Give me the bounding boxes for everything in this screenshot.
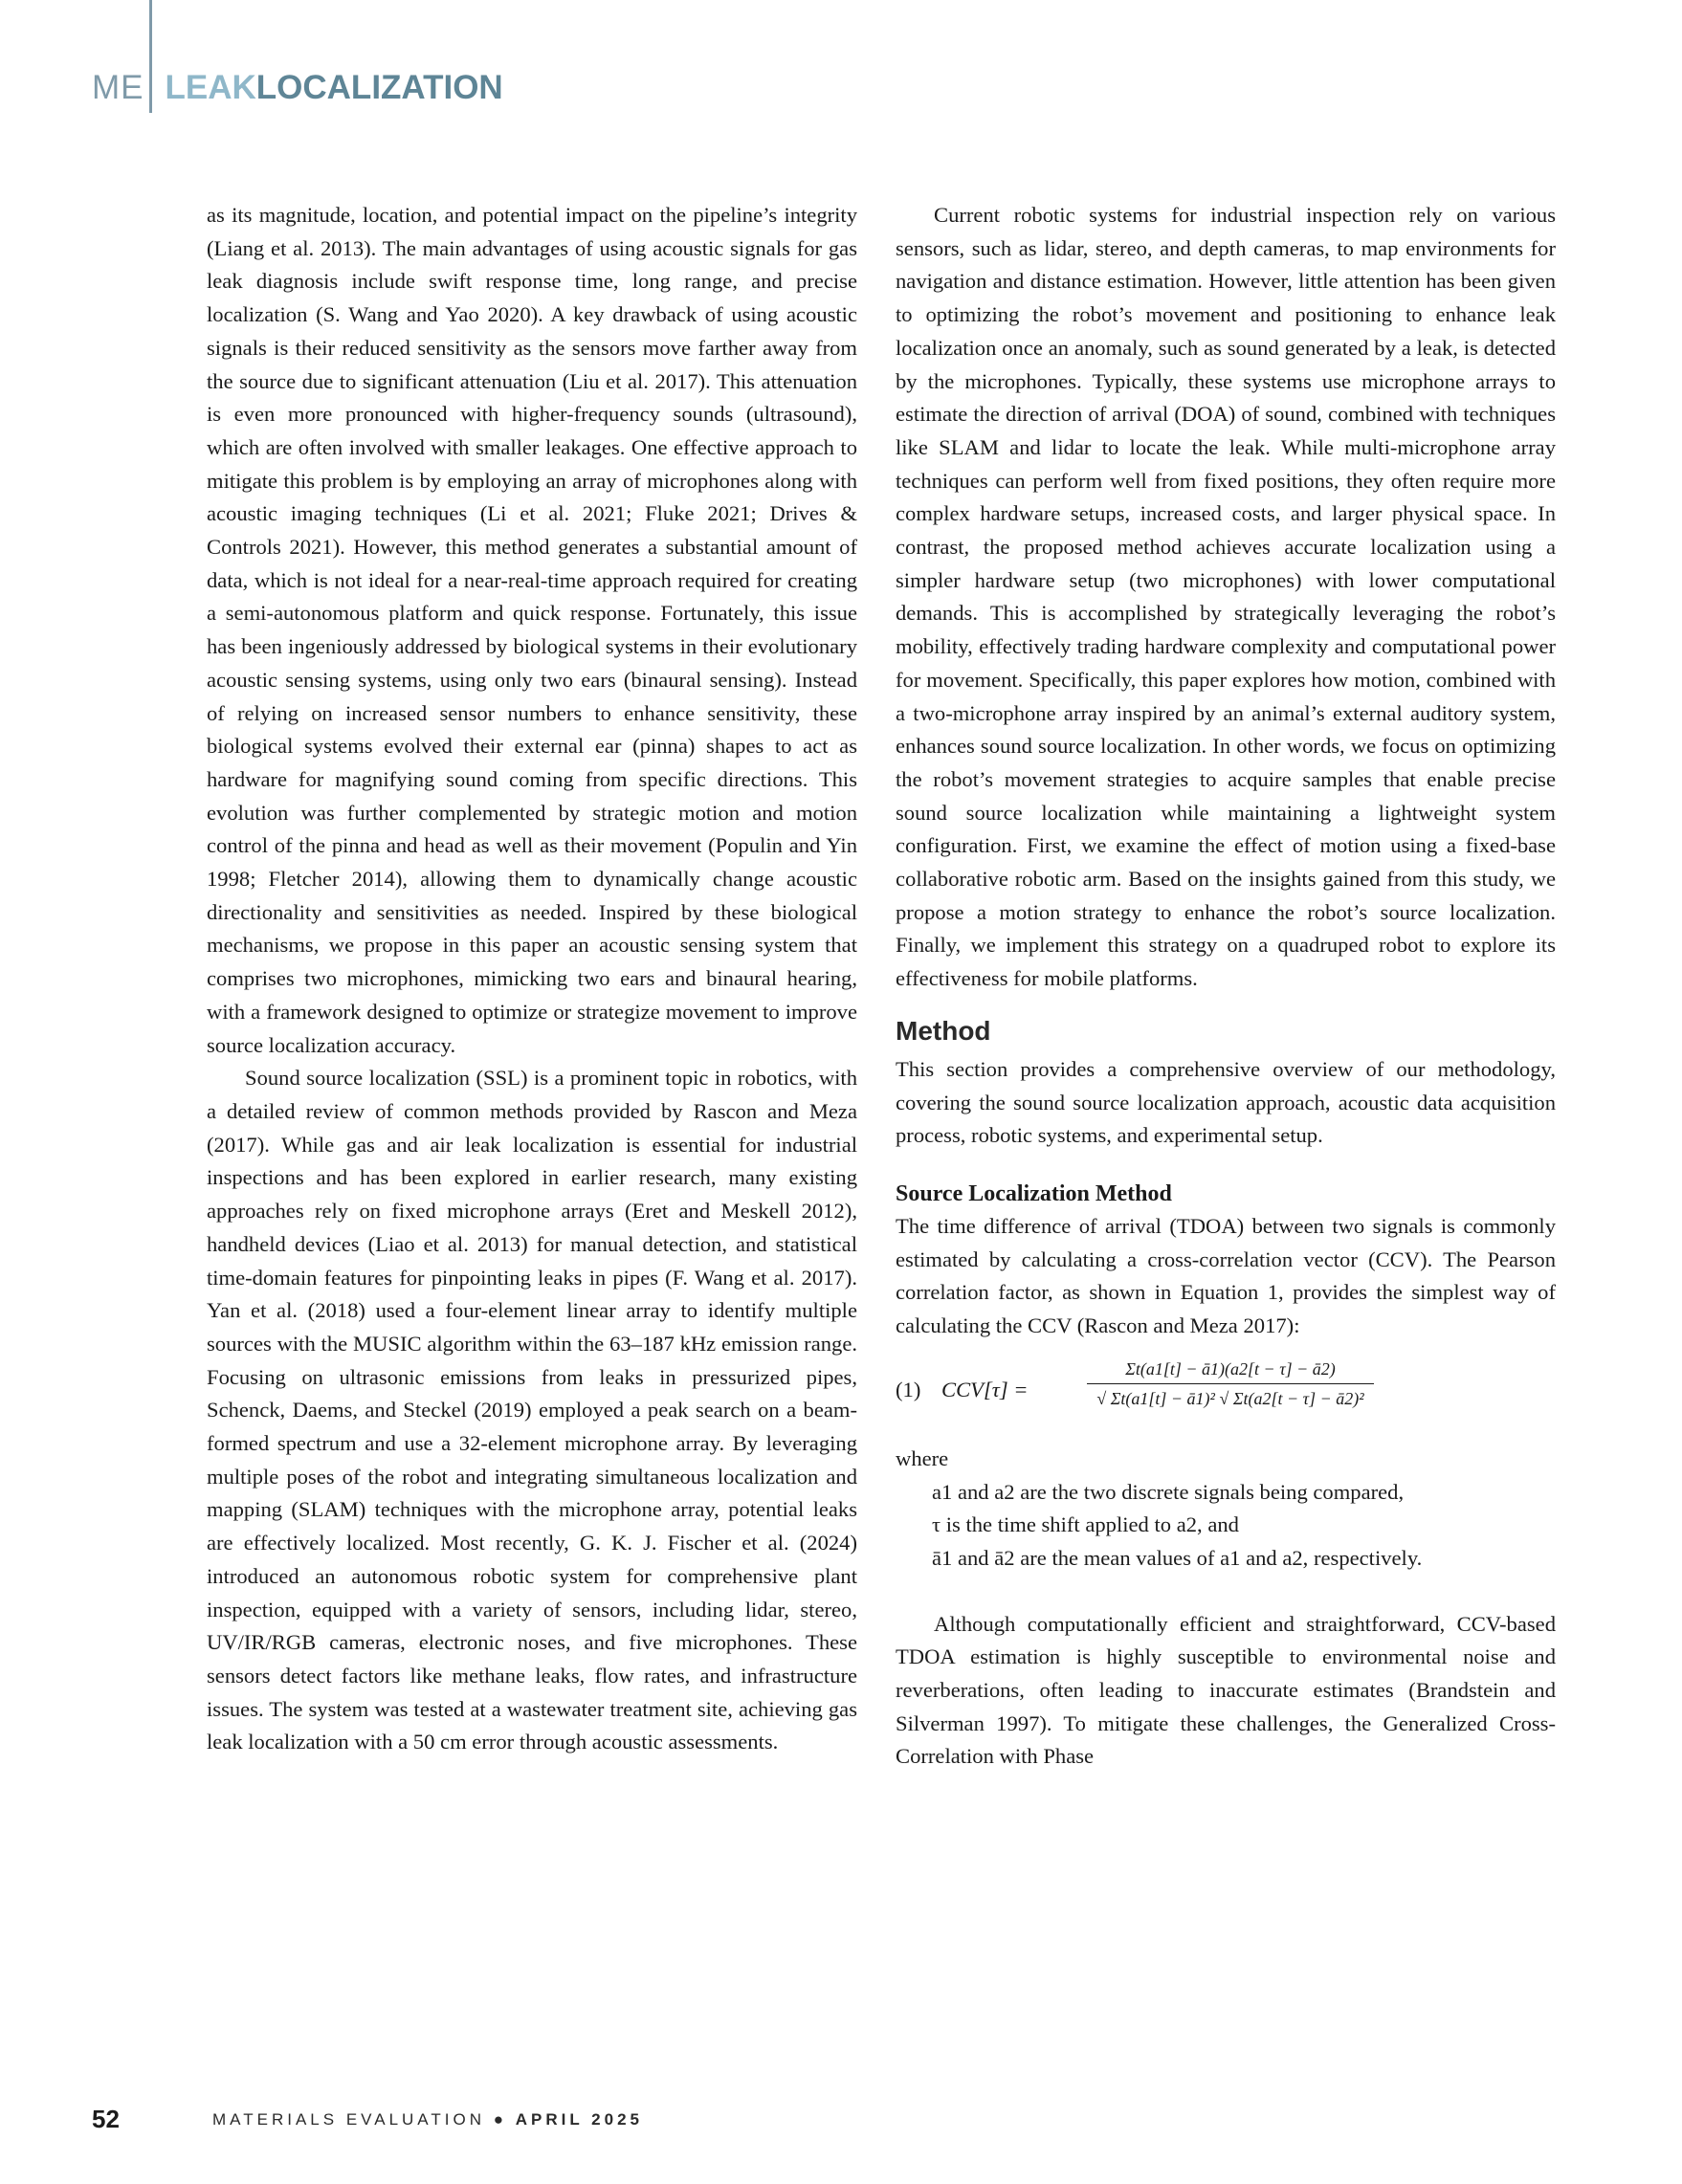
spacer (896, 1576, 1556, 1608)
left-column (207, 199, 857, 1759)
right-column (896, 199, 1556, 1774)
body-paragraph: This section provides a comprehensive overview of our methodology, covering the sound source localization approach, acoustic data acquisition process, robotic systems, and experimental setup. (896, 1056, 1556, 1148)
equation-denominator: √ Σt(a1[t] − ā1)² √ Σt(a2[t − τ] − ā2)² (1096, 1388, 1364, 1408)
footer-journal (212, 2110, 643, 2129)
journal-name: MATERIALS EVALUATION (212, 2110, 485, 2129)
equation-numerator: Σt(a1[t] − ā1)(a2[t − τ] − ā2) (1125, 1358, 1336, 1379)
body-paragraph: Current robotic systems for industrial inspection rely on various sensors, such as lidar, stereo, and depth cameras, to map environments for navigation and distance estimation. However, little attention has been given to optimizing the robot’s movement and positioning to enhance leak localization once an anomaly, such as sound generated by a leak, is detected by the microphones. Typically, these systems use microphone arrays to estimate the direction of arrival (DOA) of sound, combined with techniques like SLAM and lidar to locate the leak. While multi-microphone array techniques can perform well from fixed positions, they often require more complex hardware setups, increased costs, and larger physical space. In contrast, the proposed method achieves accurate localization using a simpler hardware setup (two microphones) with lower computational demands. This is accomplished by strategically leveraging the robot’s mobility, effectively trading hardware complexity and computational power for movement. Specifically, this paper explores how motion, combined with a two-microphone array inspired by an animal’s external auditory system, enhances sound source localization. In other words, we focus on optimizing the robot’s movement strategies to acquire samples that enable precise sound source localization while maintaining a lightweight system configuration. First, we examine the effect of motion using a fixed-base collaborative robotic arm. Based on the insights gained from this study, we propose a motion strategy to enhance the robot’s source localization. Finally, we implement this strategy on a quadruped robot to explore its effectiveness for mobile platforms. (896, 203, 1556, 991)
header-title-part1: LEAK (165, 69, 256, 106)
equation-lhs: CCV[τ] = (941, 1377, 1029, 1401)
where-item: ā1 and ā2 are the mean values of a1 and a2, respectively. (932, 1545, 1423, 1570)
where-item: a1 and a2 are the two discrete signals being compared, (932, 1479, 1405, 1504)
running-header (92, 69, 503, 107)
body-paragraph: Sound source localization (SSL) is a prominent topic in robotics, with a detailed review of common methods provided by Rascon and Meza (2017). While gas and air leak localization is essential for industrial inspections and has been explored in earlier research, many existing approaches rely on fixed microphone arrays (Eret and Meskell 2012), handheld devices (Liao et al. 2013) for manual detection, and statistical time-domain features for pinpointing leaks in pipes (F. Wang et al. 2017). Yan et al. (2018) used a four-element linear array to identify multiple sources with the MUSIC algorithm within the 63–187 kHz emission range. Focusing on ultrasonic emissions from leaks in pressurized pipes, Schenck, Daems, and Steckel (2019) employed a peak search on a beam-formed spectrum and use a 32-element microphone array. By leveraging multiple poses of the robot and integrating simultaneous localization and mapping (SLAM) techniques with the microphone array, potential leaks are effectively localized. Most recently, G. K. J. Fischer et al. (2024) introduced an autonomous robotic system for comprehensive plant inspection, equipped with a variety of sensors, including lidar, stereo, UV/IR/RGB cameras, electronic noses, and five microphones. These sensors detect factors like methane leaks, flow rates, and infrastructure issues. The system was tested at a wastewater treatment site, achieving gas leak localization with a 50 cm error through acoustic assessments. (207, 1066, 857, 1754)
section-tag: ME (92, 69, 144, 106)
where-list (932, 1476, 1556, 1576)
footer-separator: ● (493, 2110, 508, 2129)
where-item: τ is the time shift applied to a2, and (932, 1512, 1239, 1537)
body-paragraph: as its magnitude, location, and potential impact on the pipeline’s integrity (Liang et al. 2013). The main advantages of using acoustic signals for gas leak diagnosis include swift response time, long range, and precise localization (S. Wang and Yao 2020). A key drawback of using acoustic signals is their reduced sensitivity as the sensors move farther away from the source due to significant attenuation (Liu et al. 2017). This attenuation is even more pronounced with higher-frequency sounds (ultrasound), which are often involved with smaller leakages. One effective approach to mitigate this problem is by employing an array of microphones along with acoustic imaging techniques (Li et al. 2021; Fluke 2021; Drives & Controls 2021). However, this method generates a substantial amount of data, which is not ideal for a near-real-time approach required for creating a semi-autonomous platform and quick response. Fortunately, this issue has been ingeniously addressed by biological systems in their evolutionary acoustic sensing systems, using only two ears (binaural sensing). Instead of relying on increased sensor numbers to enhance sensitivity, these biological systems evolved their external ear (pinna) shapes to act as hardware for magnifying sound coming from specific directions. This evolution was further complemented by strategic motion and motion control of the pinna and head as well as their movement (Populin and Yin 1998; Fletcher 2014), allowing them to dynamically change acoustic directionality and sensitivities as needed. Inspired by these biological mechanisms, we propose in this paper an acoustic sensing system that comprises two microphones, mimicking two ears and binaural hearing, with a framework designed to optimize or strategize movement to improve source localization accuracy. (207, 203, 857, 1057)
equation-1 (896, 1351, 1556, 1439)
subsection-heading: Source Localization Method (896, 1180, 1172, 1206)
page-number: 52 (92, 2105, 120, 2133)
body-paragraph: The time difference of arrival (TDOA) between two signals is commonly estimated by calculating a cross-correlation vector (CCV). The Pearson correlation factor, as shown in Equation 1, provides the simplest way of calculating the CCV (Rascon and Meza 2017): (896, 1213, 1556, 1338)
fraction-bar (1087, 1383, 1374, 1384)
body-paragraph: Although computationally efficient and straightforward, CCV-based TDOA estimation is highly susceptible to environmental noise and reverberations, often leading to inaccurate estimates (Brandstein and Silverman 1997). To mitigate these challenges, the Generalized Cross-Correlation with Phase (896, 1611, 1556, 1769)
equation-fraction (1087, 1357, 1374, 1411)
header-title-part2: LOCALIZATION (255, 69, 503, 106)
equation-number: (1) (896, 1377, 921, 1401)
issue-date: APRIL 2025 (515, 2110, 643, 2129)
section-heading: Method (896, 1015, 991, 1046)
where-label: where (896, 1445, 949, 1470)
